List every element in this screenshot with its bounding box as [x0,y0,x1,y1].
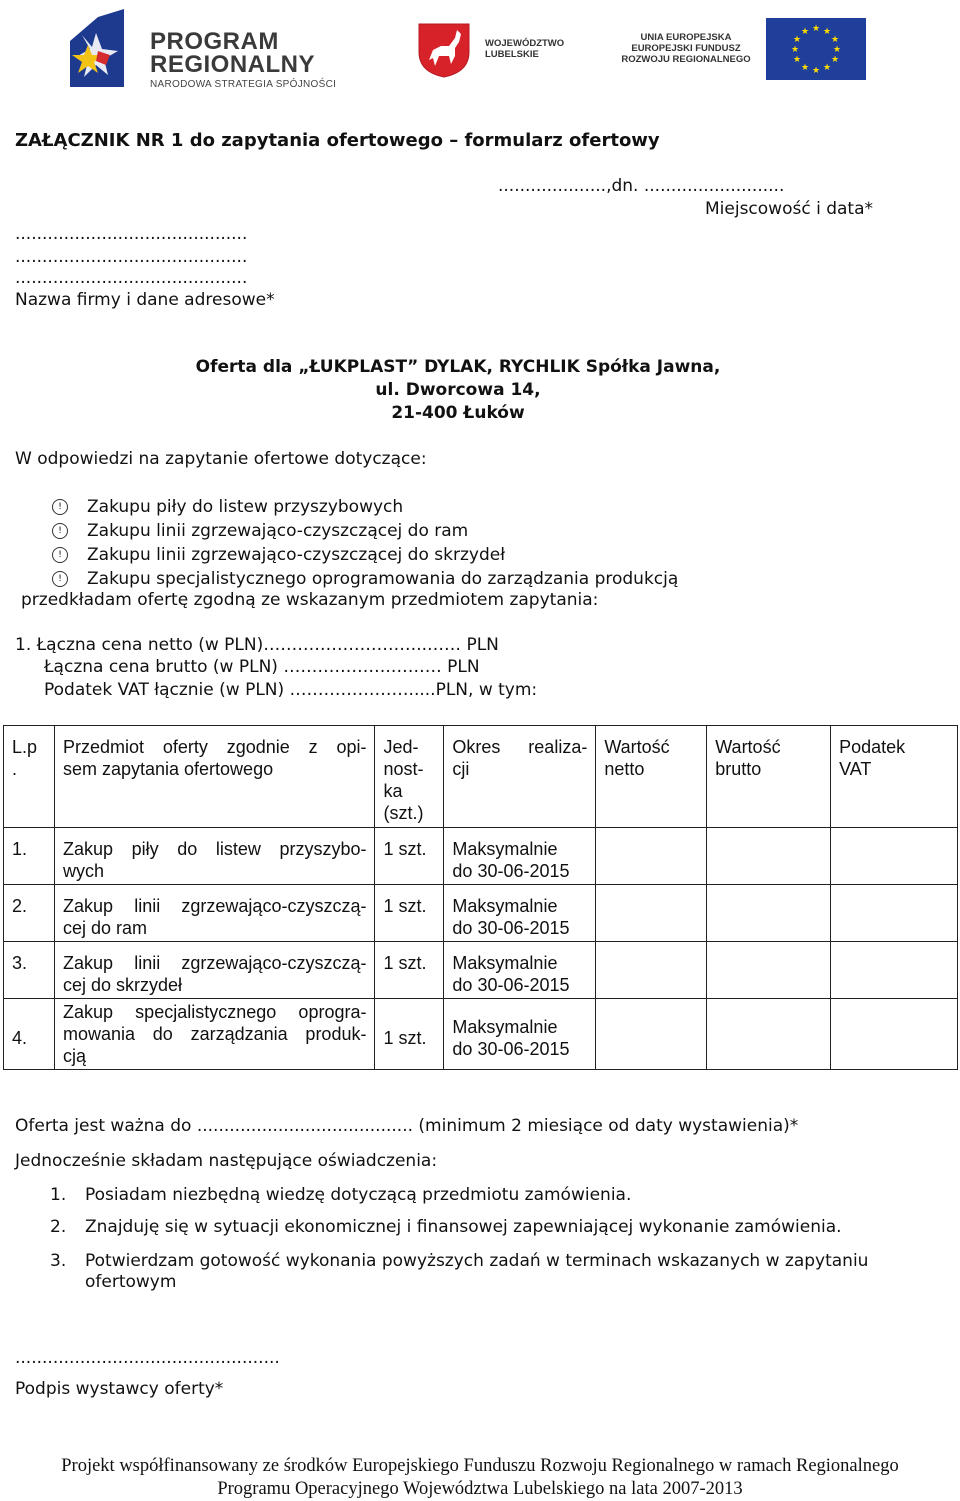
voivodeship-line1: WOJEWÓDZTWO [485,38,565,49]
price-brutto-line: Łączna cena brutto (w PLN) ……………….……… PLN [44,657,480,677]
eu-line1: UNIA EUROPEJSKA [640,32,732,43]
page-footer [0,1455,960,1501]
list-item: 1. Posiadam niezbędną wiedzę dotyczącą przedmiotu zamówienia. [50,1185,632,1205]
cell-lp: 2. [4,885,55,942]
checkbox-circle-icon: ! [52,499,68,515]
svg-text:★: ★ [800,63,810,73]
cell-lp: 1. [4,828,55,885]
company-label: Nazwa firmy i dane adresowe* [15,290,275,310]
cell-vat[interactable] [831,942,958,999]
cell-netto[interactable] [596,999,707,1070]
place-date-dots: ....................,dn. .......................... [498,176,785,196]
cell-brutto[interactable] [707,828,831,885]
svg-text:★: ★ [832,45,842,55]
signature-dots: ................................................. [15,1348,280,1368]
footer-line1: Projekt współfinansowany ze środków Europejskiego Funduszu Rozwoju Regionalnego w ramach Regionalnego [61,1456,899,1476]
list-item [52,543,678,567]
list-item [52,519,678,543]
subject-list [52,495,678,591]
header-unit: Jed- nost- ka (szt.) [375,726,444,828]
lublin-coat-of-arms-icon [415,20,473,78]
voivodeship-line2: LUBELSKIE [485,49,539,60]
header-subject: Przedmiot oferty zgodnie z opi- sem zapytania ofertowego [54,726,375,828]
program-regionalny-emblem-icon [62,5,132,93]
cell-netto[interactable] [596,885,707,942]
cell-period: Maksymalnie do 30-06-2015 [444,999,596,1070]
svg-text:★: ★ [811,24,821,34]
company-dots-2: ........................................... [15,247,248,267]
cell-item: Zakup specjalistycznego oprogra- mowania do zarządzania produk- cją [54,999,375,1070]
table-row [4,942,958,999]
list-item: 3. Potwierdzam gotowość wykonania powyższych zadań w terminach wskazanych w zapytaniu ofertowym [50,1251,869,1292]
table-header-row [4,726,958,828]
program-line3: NARODOWA STRATEGIA SPÓJNOŚCI [150,79,337,90]
svg-text:★: ★ [830,35,840,45]
cell-lp: 4. [4,999,55,1070]
eu-line3: ROZWOJU REGIONALNEGO [621,54,751,65]
offer-statement: przedkładam ofertę zgodną ze wskazanym przedmiotem zapytania: [21,590,599,610]
svg-text:★: ★ [830,55,840,65]
cell-item: Zakup linii zgrzewająco-czyszczą- cej do skrzydeł [54,942,375,999]
eu-flag-icon [766,18,866,80]
cell-lp: 3. [4,942,55,999]
cell-vat[interactable] [831,885,958,942]
svg-text:★: ★ [822,63,832,73]
cell-brutto[interactable] [707,885,831,942]
svg-text:★: ★ [790,45,800,55]
table-row [4,885,958,942]
table-row [4,828,958,885]
header-vat: Podatek VAT [831,726,958,828]
list-item-label: Zakupu specjalistycznego oprogramowania do zarządzania produkcją [87,569,679,589]
eu-logo [615,18,870,80]
cell-netto[interactable] [596,828,707,885]
intro-text: W odpowiedzi na zapytanie ofertowe dotyczące: [15,449,427,469]
recipient-line2: ul. Dworcowa 14, [375,380,541,400]
list-item: 2. Znajduję się w sytuacji ekonomicznej i finansowej zapewniającej wykonanie zamówienia. [50,1217,842,1237]
list-item-label: Zakupu linii zgrzewająco-czyszczącej do skrzydeł [87,545,506,565]
cell-brutto[interactable] [707,999,831,1070]
cell-item: Zakup linii zgrzewająco-czyszczą- cej do ram [54,885,375,942]
header-lp: L.p . [4,726,55,828]
cell-unit: 1 szt. [375,828,444,885]
declarations-list [50,1185,920,1305]
signature-label: Podpis wystawcy oferty* [15,1379,224,1399]
header-netto: Wartość netto [596,726,707,828]
list-item [52,495,678,519]
cell-brutto[interactable] [707,942,831,999]
checkbox-circle-icon: ! [52,571,68,587]
svg-text:★: ★ [811,66,821,76]
company-dots-3: ........................................... [15,268,248,288]
svg-text:★: ★ [800,27,810,37]
document-title: ZAŁĄCZNIK NR 1 do zapytania ofertowego – formularz ofertowy [15,130,660,151]
price-vat-line: Podatek VAT łącznie (w PLN) ………………….....PLN, w tym: [44,680,538,700]
eu-line2: EUROPEJSKI FUNDUSZ [631,43,741,54]
table-row [4,999,958,1070]
header-period: Okres realiza- cji [444,726,596,828]
list-item-label: Zakupu linii zgrzewająco-czyszczącej do ram [87,521,469,541]
list-item-label: Zakupu piły do listew przyszybowych [87,497,404,517]
cell-period: Maksymalnie do 30-06-2015 [444,828,596,885]
cell-period: Maksymalnie do 30-06-2015 [444,942,596,999]
recipient-line1: Oferta dla „ŁUKPLAST” DYLAK, RYCHLIK Spółka Jawna, [195,357,721,377]
cell-vat[interactable] [831,828,958,885]
cell-period: Maksymalnie do 30-06-2015 [444,885,596,942]
offer-table [3,725,958,1070]
validity-line: Oferta jest ważna do ........................................ (minimum 2 miesiące od daty wystawienia)* [15,1116,799,1136]
svg-text:★: ★ [822,27,832,37]
cell-unit: 1 szt. [375,885,444,942]
company-dots-1: ........................................... [15,224,248,244]
program-line2: REGIONALNY [150,51,316,78]
checkbox-circle-icon: ! [52,523,68,539]
declarations-intro: Jednocześnie składam następujące oświadczenia: [15,1151,438,1171]
cell-unit: 1 szt. [375,999,444,1070]
cell-vat[interactable] [831,999,958,1070]
svg-text:★: ★ [792,35,802,45]
list-item [52,567,678,591]
program-regionalny-logo [62,5,382,95]
program-line1: PROGRAM [150,28,279,55]
lubelskie-logo [415,20,585,80]
footer-line2: Programu Operacyjnego Województwa Lubelskiego na lata 2007-2013 [217,1479,743,1499]
recipient-line3: 21-400 Łuków [391,403,525,423]
checkbox-circle-icon: ! [52,547,68,563]
cell-netto[interactable] [596,942,707,999]
price-netto-line: 1. Łączna cena netto (w PLN)………………………..…… PLN [15,635,499,655]
cell-unit: 1 szt. [375,942,444,999]
cell-item: Zakup piły do listew przyszybo- wych [54,828,375,885]
svg-text:★: ★ [792,55,802,65]
header-brutto: Wartość brutto [707,726,831,828]
place-date-label: Miejscowość i data* [705,199,874,219]
